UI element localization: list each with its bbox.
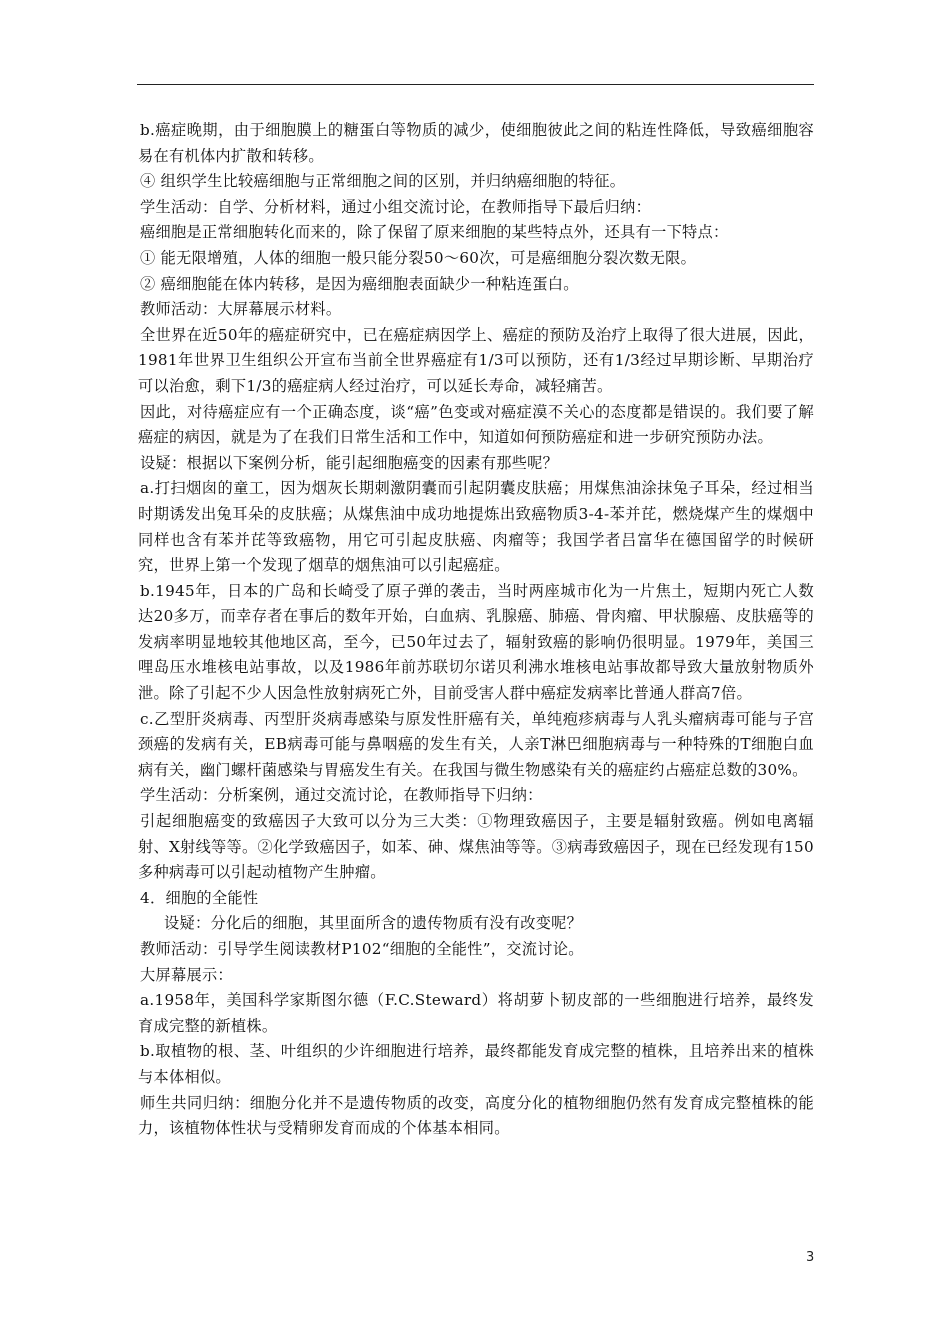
paragraph-case-c: c.乙型肝炎病毒、丙型肝炎病毒感染与原发性肝癌有关，单纯疱疹病毒与人乳头瘤病毒可能与子宫颈癌的发病有关，EB病毒可能与鼻咽癌的发生有关，人亲T淋巴细胞病毒与一种特殊的T细胞白血病有关，幽门螺杆菌感染与胃癌发生有关。在我国与微生物感染有关的癌症约占癌症总数的30%。 <box>138 709 814 779</box>
paragraph-late-stage-cancer: b.癌症晚期，由于细胞膜上的糖蛋白等物质的减少，使细胞彼此之间的粘连性降低，导致癌细胞容易在有机体内扩散和转移。 <box>138 121 814 165</box>
paragraph-cancer-features-intro: 癌细胞是正常细胞转化而来的，除了保留了原来细胞的某些特点外，还具有一下特点： <box>140 223 729 242</box>
paragraph-plant-tissue-culture: b.取植物的根、茎、叶组织的少许细胞进行培养，最终都能发育成完整的植株，且培养出来的植株与本体相似。 <box>138 1042 814 1086</box>
paragraph-correct-attitude: 因此，对待癌症应有一个正确态度，谈“癌”色变或对癌症漠不关心的态度都是错误的。我们要了解癌症的病因，就是为了在我们日常生活和工作中，知道如何预防癌症和进一步研究预防办法。 <box>138 402 814 447</box>
paragraph-case-b: b.1945年，日本的广岛和长崎受了原子弹的袭击，当时两座城市化为一片焦土，短期内死亡人数达20多万，而幸存者在事后的数年开始，白血病、乳腺癌、肺癌、骨肉瘤、甲状腺癌、皮肤癌等的发病率明显地较其他地区高，至今，已50年过去了，辐射致癌的影响仍很明显。1979年，美国三哩岛压水堆核电站事故，以及1986年前苏联切尔诺贝利沸水堆核电站事故都导致大量放射物质外泄。除了引起不少人因急性放射病死亡外，目前受害人群中癌症发病率比普通人群高7倍。 <box>138 581 814 703</box>
paragraph-teacher-activity-2: 教师活动：引导学生阅读教材P102“细胞的全能性”，交流讨论。 <box>140 940 584 958</box>
paragraph-teacher-activity-1: 教师活动：大屏幕展示材料。 <box>140 300 342 319</box>
page-number: 3 <box>806 1250 815 1265</box>
paragraph-compare-cells: ④ 组织学生比较癌细胞与正常细胞之间的区别，并归纳癌细胞的特征。 <box>140 172 626 191</box>
section-heading-totipotency: 4．细胞的全能性 <box>140 888 259 907</box>
document-body <box>138 118 814 1142</box>
paragraph-research-progress: 全世界在近50年的癌症研究中，已在癌症病因学上、癌症的预防及治疗上取得了很大进展，因此，1981年世界卫生组织公开宣布当前全世界癌症有1/3可以预防，还有1/3经过早期诊断、早期治疗可以治愈，剩下1/3的癌症病人经过治疗，可以延长寿命，减轻痛苦。 <box>138 325 814 395</box>
paragraph-case-a: a.打扫烟囱的童工，因为烟灰长期刺激阴囊而引起阴囊皮肤癌；用煤焦油涂抹兔子耳朵，经过相当时期诱发出兔耳朵的皮肤癌；从煤焦油中成功地提炼出致癌物质3-4-苯并芘，燃烧煤产生的煤烟中同样也含有苯并芘等致癌物，用它可引起皮肤癌、肉瘤等；我国学者吕富华在德国留学的时候研究，世界上第一个发现了烟草的烟焦油可以引起癌症。 <box>138 479 814 575</box>
paragraph-steward-experiment: a.1958年，美国科学家斯图尔德（F.C.Steward）将胡萝卜韧皮部的一些细胞进行培养，最终发育成完整的新植株。 <box>138 991 814 1035</box>
header-rule <box>137 84 814 85</box>
paragraph-summary: 师生共同归纳：细胞分化并不是遗传物质的改变，高度分化的植物细胞仍然有发育成完整植株的能力，该植物体性状与受精卵发育而成的个体基本相同。 <box>138 1093 814 1138</box>
paragraph-screen-display: 大屏幕展示： <box>140 965 233 984</box>
paragraph-carcinogen-types: 引起细胞癌变的致癌因子大致可以分为三大类：①物理致癌因子，主要是辐射致癌。例如电离辐射、X射线等等。②化学致癌因子，如苯、砷、煤焦油等等。③病毒致癌因子，现在已经发现有150多种病毒可以引起动植物产生肿瘤。 <box>138 812 814 882</box>
paragraph-question-factors: 设疑：根据以下案例分析，能引起细胞癌变的因素有那些呢？ <box>140 453 559 472</box>
paragraph-feature-2: ② 癌细胞能在体内转移，是因为癌细胞表面缺少一种粘连蛋白。 <box>140 274 579 293</box>
paragraph-student-activity-2: 学生活动：分析案例，通过交流讨论，在教师指导下归纳： <box>140 786 543 805</box>
paragraph-student-activity-1: 学生活动：自学、分析材料，通过小组交流讨论，在教师指导下最后归纳： <box>140 197 652 216</box>
paragraph-feature-1: ① 能无限增殖，人体的细胞一般只能分裂50～60次，可是癌细胞分裂次数无限。 <box>140 248 697 267</box>
paragraph-question-genetic: 设疑：分化后的细胞，其里面所含的遗传物质有没有改变呢？ <box>164 914 583 933</box>
